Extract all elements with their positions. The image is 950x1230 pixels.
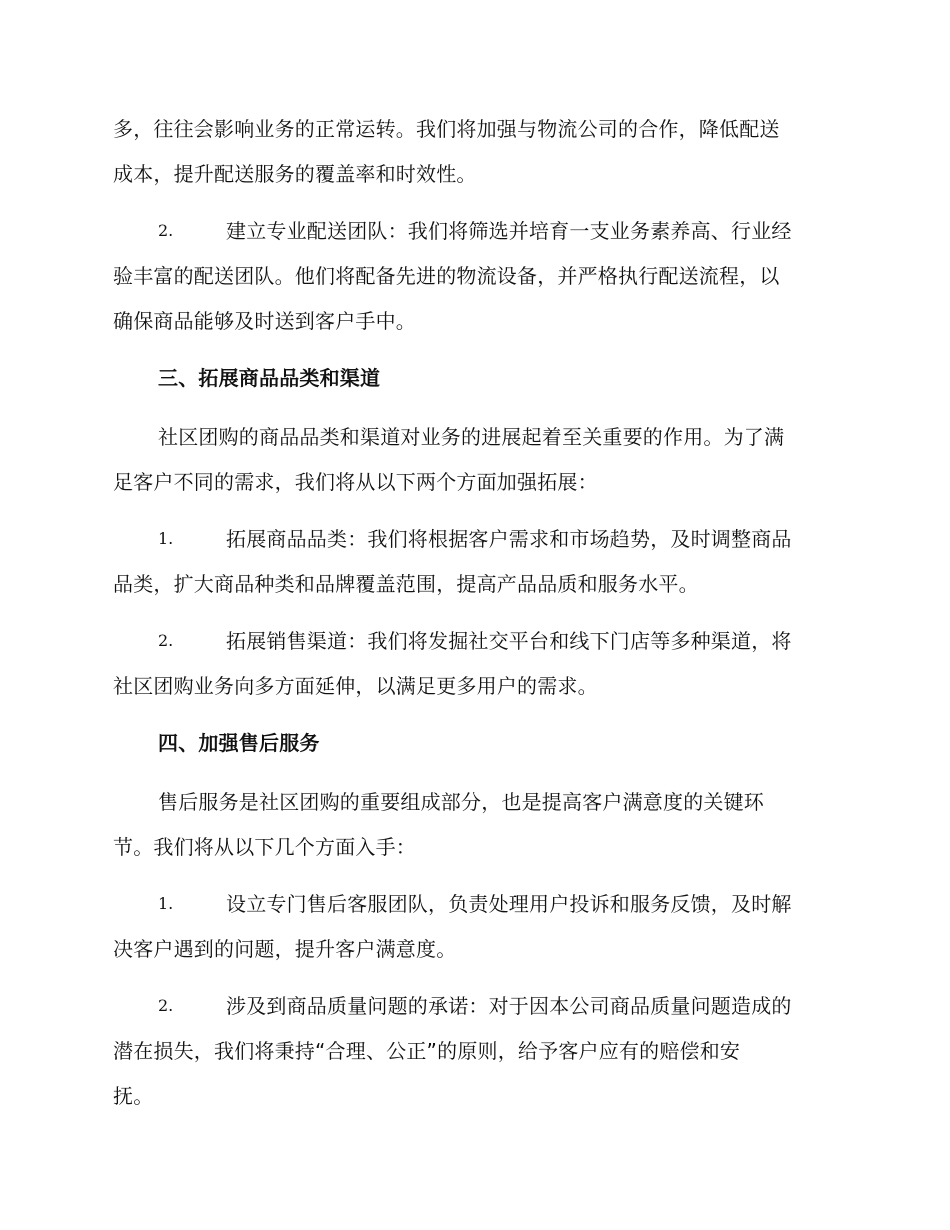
list-item-text: 抚。 (113, 1084, 154, 1108)
paragraph-line: 多，往往会影响业务的正常运转。我们将加强与物流公司的合作，降低配送 (113, 117, 780, 141)
list-item-text: 决客户遇到的问题，提升客户满意度。 (113, 937, 457, 961)
list-item-text: 拓展销售渠道：我们将发掘社交平台和线下门店等多种渠道，将 (226, 629, 792, 653)
list-item-number: 1. (158, 894, 174, 913)
list-item-text: 验丰富的配送团队。他们将配备先进的物流设备，并严格执行配送流程，以 (113, 264, 780, 288)
section-heading: 三、拓展商品品类和渠道 (158, 366, 381, 390)
paragraph-line: 成本，提升配送服务的覆盖率和时效性。 (113, 162, 477, 186)
list-item-text: 建立专业配送团队：我们将筛选并培育一支业务素养高、行业经 (226, 219, 792, 243)
list-item-number: 1. (158, 529, 174, 548)
list-item-text: 拓展商品品类：我们将根据客户需求和市场趋势，及时调整商品 (226, 527, 792, 551)
section-heading: 四、加强售后服务 (158, 731, 320, 755)
list-item-number: 2. (158, 221, 174, 240)
paragraph-line: 社区团购的商品品类和渠道对业务的进展起着至关重要的作用。为了满 (158, 425, 785, 449)
list-item-text: 潜在损失，我们将秉持“合理、公正”的原则，给予客户应有的赔偿和安 (113, 1039, 741, 1063)
list-item-number: 2. (158, 996, 174, 1015)
list-item-text: 涉及到商品质量问题的承诺：对于因本公司商品质量问题造成的 (226, 994, 792, 1018)
paragraph-line: 足客户不同的需求，我们将从以下两个方面加强拓展： (113, 470, 598, 494)
paragraph-line: 节。我们将从以下几个方面入手： (113, 835, 416, 859)
list-item-text: 确保商品能够及时送到客户手中。 (113, 309, 416, 333)
list-item-text: 设立专门售后客服团队，负责处理用户投诉和服务反馈，及时解 (226, 892, 792, 916)
list-item-number: 2. (158, 631, 174, 650)
list-item-text: 社区团购业务向多方面延伸，以满足更多用户的需求。 (113, 674, 598, 698)
list-item-text: 品类，扩大商品种类和品牌覆盖范围，提高产品品质和服务水平。 (113, 572, 699, 596)
paragraph-line: 售后服务是社区团购的重要组成部分，也是提高客户满意度的关键环 (158, 790, 764, 814)
